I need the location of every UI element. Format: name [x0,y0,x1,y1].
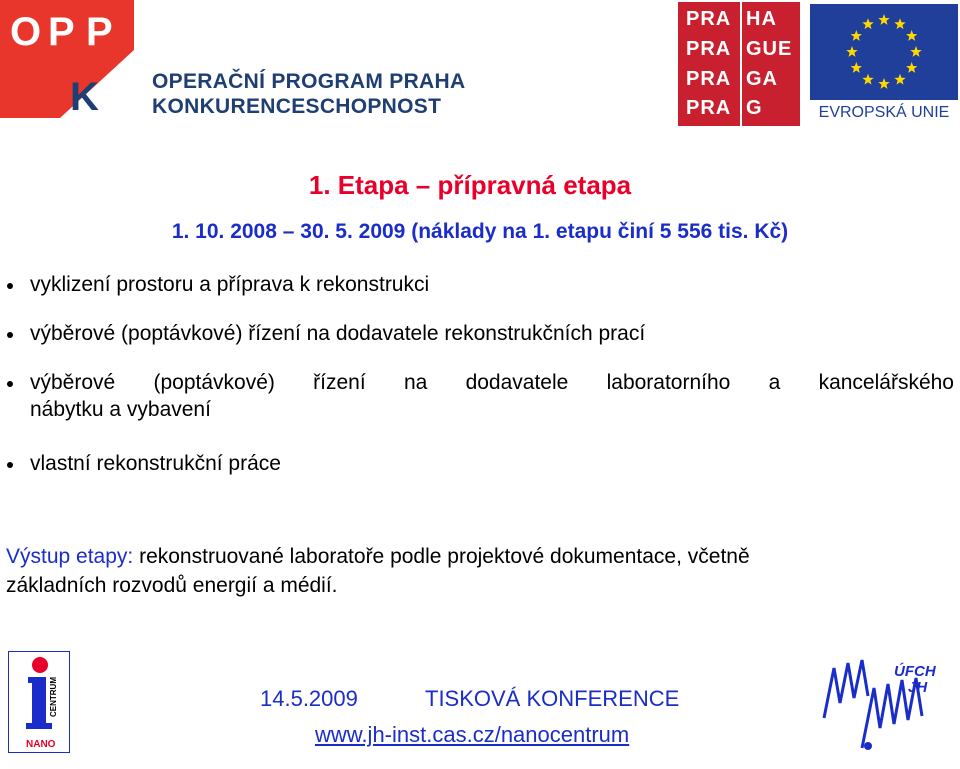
output-text: rekonstruované laboratoře podle projektové dokumentace, včetně [133,545,750,568]
stage-output [6,542,956,600]
list-item-text: vyklizení prostoru a příprava k rekonstrukci [30,273,430,296]
list-item-text: vlastní rekonstrukční práce [30,452,281,475]
prague-logo-text: PRA [686,68,732,90]
jh-text: JH [908,679,928,696]
footer-event: TISKOVÁ KONFERENCE [425,686,680,711]
program-name-line2: KONKURENCESCHOPNOST [152,95,442,118]
bullet-icon [7,332,13,338]
ufch-jh-logo [822,658,952,758]
bullet-icon [7,462,13,468]
prague-logo-text: PRA [686,8,732,30]
opp-letter-p1: P [48,10,75,54]
prague-logo-text: HA [746,8,777,30]
nano-bottom-text: NANO [26,739,56,750]
footer-date: 14.5.2009 [260,686,358,711]
program-name-line1: OPERAČNÍ PROGRAM PRAHA [152,70,466,93]
list-item-text-continuation: nábytku a vybavení [30,398,211,421]
stage-period: 1. 10. 2008 – 30. 5. 2009 (náklady na 1. etapu činí 5 556 tis. Kč) [171,220,789,243]
list-item-text: výběrové (poptávkové) řízení na dodavatele rekonstrukčních prací [30,322,646,345]
opp-letter-o: O [10,10,42,54]
page-title: 1. Etapa – přípravná etapa [308,170,632,200]
prague-logo-text: G [746,97,763,119]
opp-letter-p2: P [86,10,113,54]
prague-logo-text: GA [746,68,778,90]
ufch-text: ÚFCH [894,663,936,680]
output-text-continuation: základních rozvodů energií a médií. [6,574,338,597]
opp-logo [0,0,134,118]
prague-logo-text: GUE [746,38,793,60]
eu-label: EVROPSKÁ UNIE [818,104,950,121]
list-item-text: výběrové (poptávkové) řízení na dodavatele laboratorního a kancelářského [30,371,954,394]
prague-logo-text: PRA [686,97,732,119]
bullet-icon [7,381,13,387]
bullet-icon [7,283,13,289]
nano-centrum-logo [8,651,70,753]
eu-flag-icon [810,4,958,100]
output-label: Výstup etapy: [6,545,134,568]
prague-logo-text: PRA [686,38,732,60]
nano-side-text: CENTRUM [49,677,58,717]
opp-letter-k: K [70,75,99,118]
footer-url-link[interactable]: www.jh-inst.cas.cz/nanocentrum [315,722,630,747]
prague-logo [678,2,800,126]
